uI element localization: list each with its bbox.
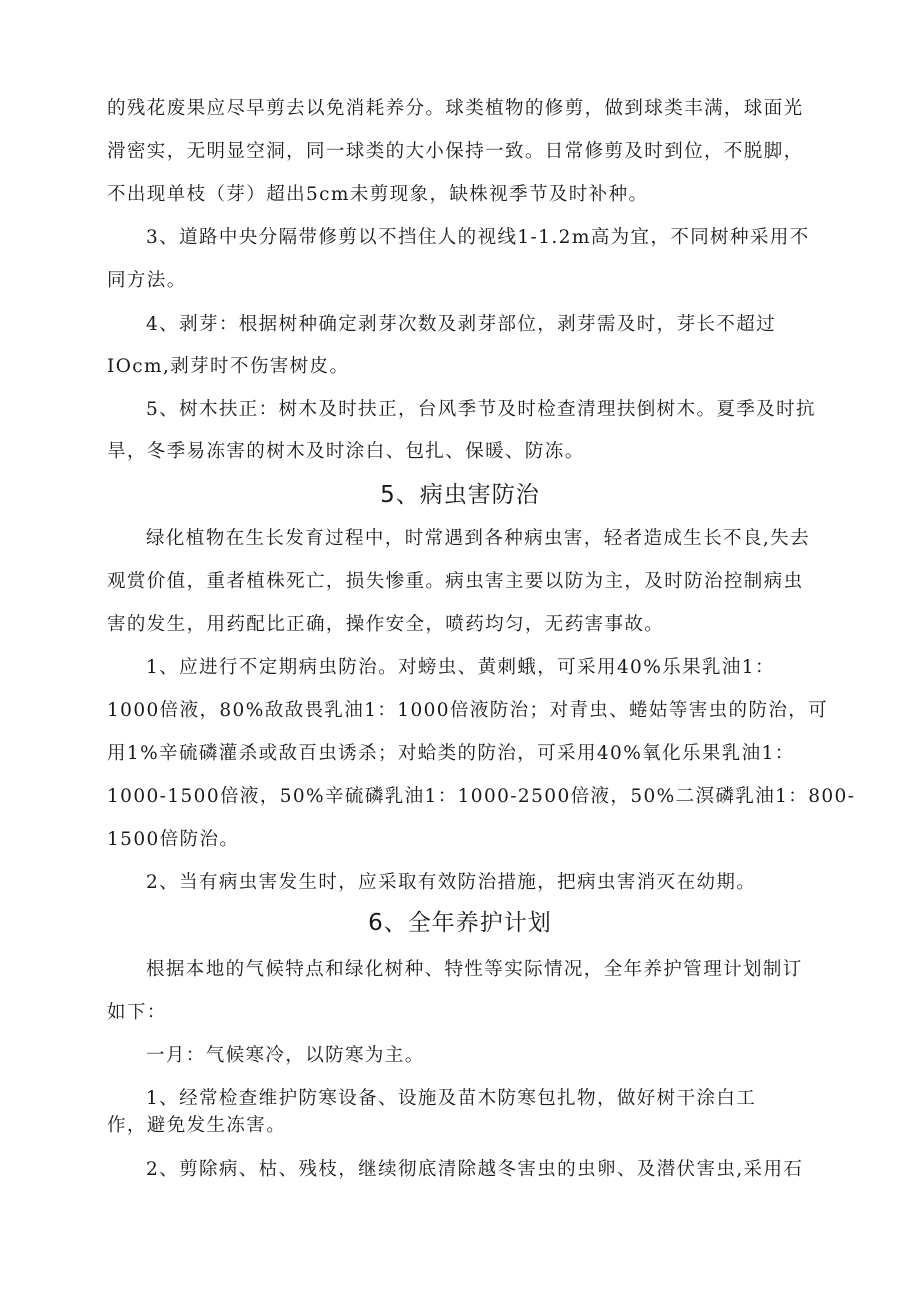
paragraph-line: 4、剥芽：根据树种确定剥芽次数及剥芽部位，剥芽需及时，芽长不超过 xyxy=(146,314,777,335)
paragraph-line: 害的发生，用药配比正确，操作安全，喷药均匀，无药害事故。 xyxy=(107,614,665,635)
paragraph-line: 滑密实，无明显空洞，同一球类的大小保持一致。日常修剪及时到位，不脱脚， xyxy=(107,141,804,162)
paragraph-line: 绿化植物在生长发育过程中，时常遇到各种病虫害，轻者造成生长不良,失去 xyxy=(146,528,810,549)
paragraph-line: 作，避免发生冻害。 xyxy=(107,1115,287,1136)
section-heading: 6、全年养护计划 xyxy=(368,910,552,936)
paragraph-line: 1500倍防治。 xyxy=(107,829,240,850)
paragraph-line: IOcm,剥芽时不伤害树皮。 xyxy=(107,356,350,377)
paragraph-line: 一月：气候寒冷，以防寒为主。 xyxy=(146,1045,425,1066)
paragraph-line: 旱，冬季易冻害的树木及时涂白、包扎、保暖、防冻。 xyxy=(107,441,585,462)
paragraph-line: 1、应进行不定期病虫防治。对螃虫、黄刺蛾，可采用40%乐果乳油1： xyxy=(146,657,775,678)
paragraph-line: 5、树木扶正：树木及时扶正，台风季节及时检查清理扶倒树木。夏季及时抗 xyxy=(146,399,816,420)
paragraph-line: 如下： xyxy=(107,1002,167,1023)
paragraph-line: 3、道路中央分隔带修剪以不挡住人的视线1-1.2m高为宜，不同树种采用不 xyxy=(146,227,810,248)
paragraph-line: 根据本地的气候特点和绿化树种、特性等实际情况，全年养护管理计划制订 xyxy=(146,959,803,980)
paragraph-line: 同方法。 xyxy=(107,270,187,291)
paragraph-line: 2、剪除病、枯、残枝，继续彻底清除越冬害虫的虫卵、及潜伏害虫,采用石 xyxy=(146,1159,804,1180)
paragraph-line: 用1%辛硫磷灌杀或敌百虫诱杀；对蛤类的防治，可采用40%氧化乐果乳油1： xyxy=(107,743,795,764)
section-heading: 5、病虫害防治 xyxy=(380,482,540,508)
paragraph-line: 1、经常检查维护防寒设备、设施及苗木防寒包扎物，做好树干涂白工 xyxy=(146,1088,757,1109)
paragraph-line: 1000倍液，80%敌敌畏乳油1：1000倍液防治；对青虫、蜷姑等害虫的防治，可 xyxy=(107,700,829,721)
paragraph-line: 观赏价值，重者植株死亡，损失惨重。病虫害主要以防为主，及时防治控制病虫 xyxy=(107,571,804,592)
paragraph-line: 2、当有病虫害发生时，应采取有效防治措施，把病虫害消灭在幼期。 xyxy=(146,872,757,893)
paragraph-line: 不出现单枝（芽）超出5cm未剪现象，缺株视季节及时补种。 xyxy=(107,184,649,205)
paragraph-line: 的残花废果应尽早剪去以免消耗养分。球类植物的修剪，做到球类丰满，球面光 xyxy=(107,98,804,119)
paragraph-line: 1000-1500倍液，50%辛硫磷乳油1：1000-2500倍液，50%二溟磷乳油1：800- xyxy=(107,786,856,807)
